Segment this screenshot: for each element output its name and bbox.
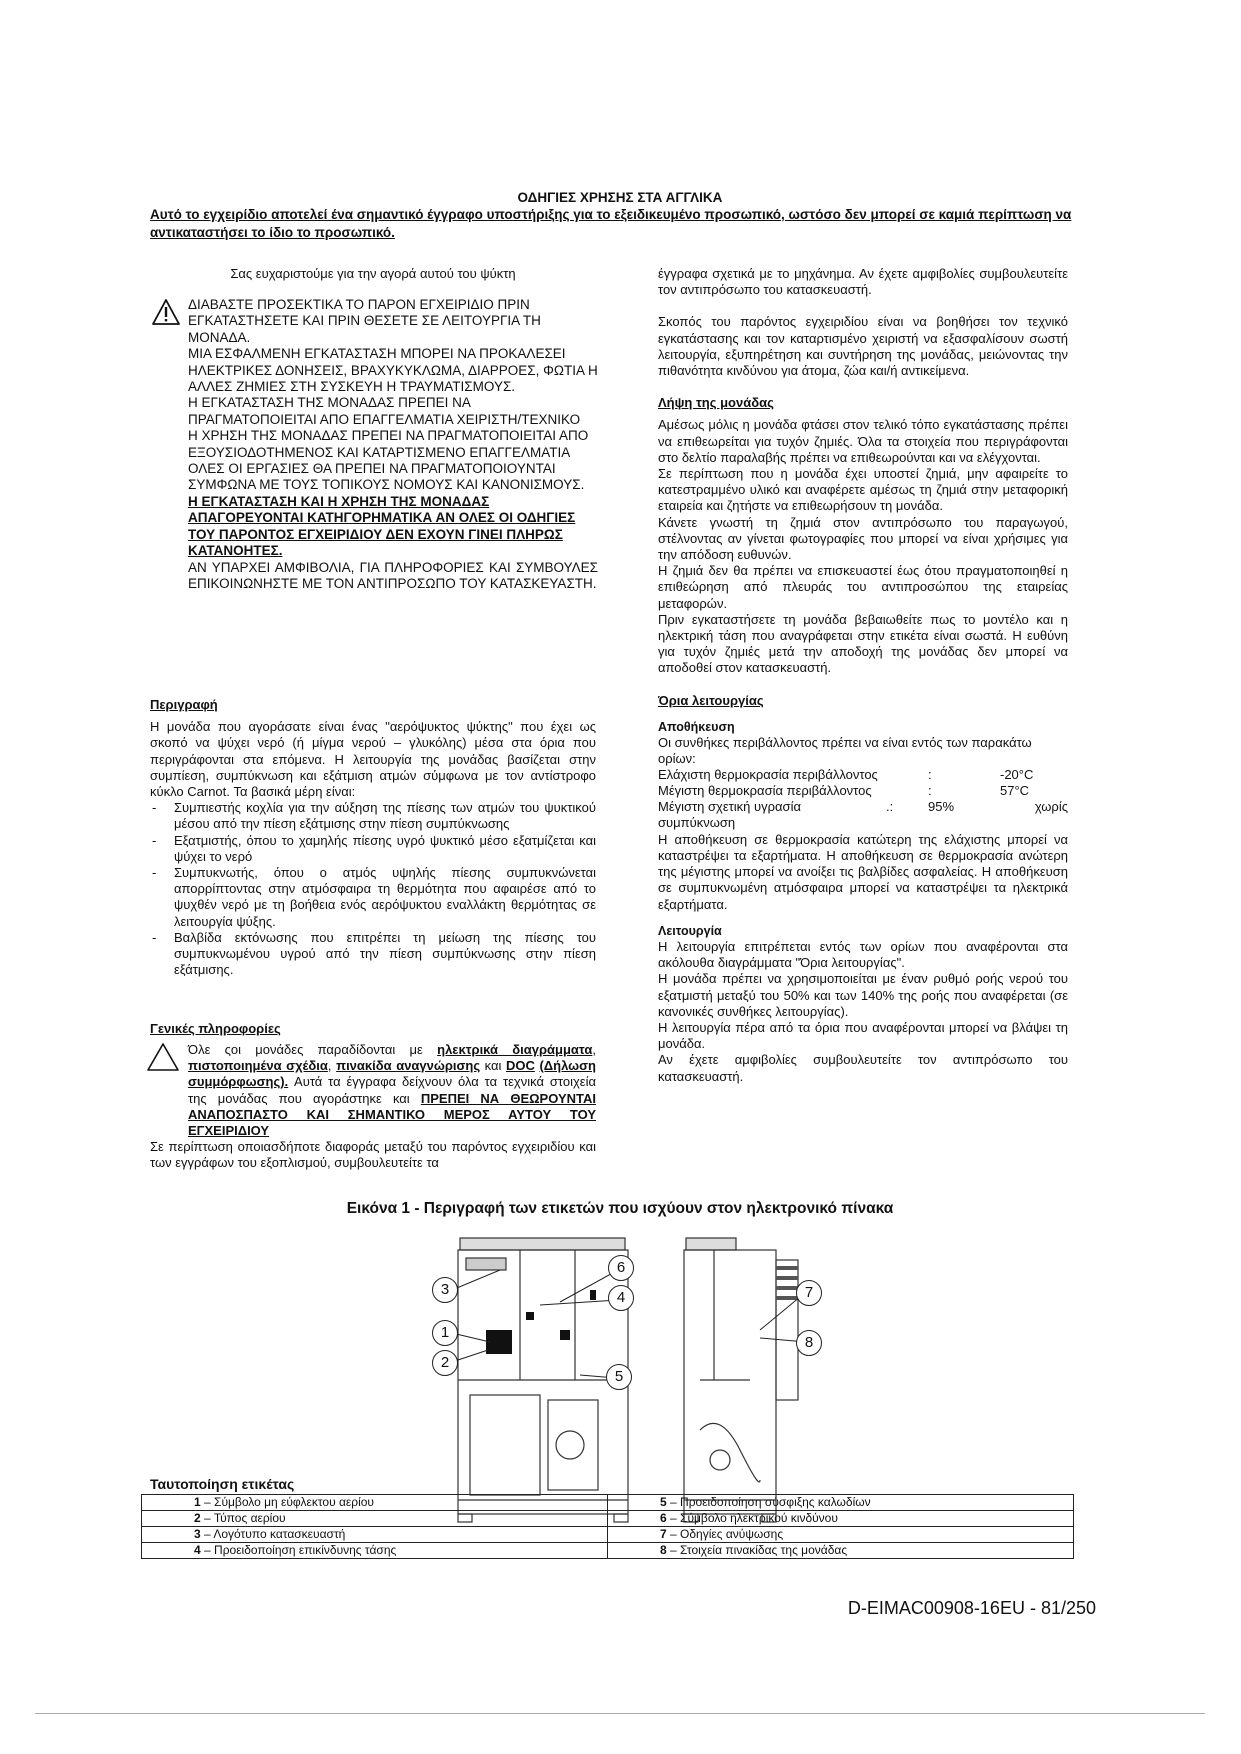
- integral-part-notice: ΠΡΕΠΕΙ ΝΑ ΘΕΩΡΟΥΝΤΑΙ ΑΝΑΠΟΣΠΑΣΤΟ ΚΑΙ ΣΗΜΑΝΤΙΚΟ ΜΕΡΟΣ ΑΥΤΟΥ ΤΟΥ ΕΓΧΕΙΡΙΔΙΟΥ: [188, 1090, 596, 1139]
- table-cell: 6 – Σύμβολο ηλεκτρικού κινδύνου: [608, 1511, 1074, 1527]
- humidity-row: Μέγιστη σχετική υγρασία .: 95% χωρίς: [658, 799, 1068, 815]
- operation-paragraph: Η μονάδα πρέπει να χρησιμοποιείται με έναν ρυθμό ροής νερού του εξατμιστή μεταξύ του 50% και των 140% της ροής που αναφέρεται (σε κανονικές συνθήκες λειτουργίας).: [658, 971, 1068, 1019]
- storage-paragraph: Η αποθήκευση σε θερμοκρασία κατώτερη της ελάχιστης μπορεί να καταστρέψει τα εξαρτήματα. Η αποθήκευση σε θερμοκρασία ανώτερη της μέγιστης μπορεί να ανοίξει τις βαλβίδες ασφαλείας. Η αποθήκευση σε συμπυκνωμένη ατμόσφαιρα μπορεί να καταστρέψει τα ηλεκτρικά εξαρτήματα.: [658, 831, 1068, 912]
- table-cell: 5 – Προειδοποίηση σύσφιξης καλωδίων: [608, 1495, 1074, 1511]
- link-electrical-diagrams: ηλεκτρικά διαγράμματα: [437, 1042, 593, 1057]
- table-cell: 2 – Τύπος αερίου: [142, 1511, 608, 1527]
- description-paragraph: Η μονάδα που αγοράσατε είναι ένας "αερόψυκτος ψύκτης" που έχει ως σκοπό να ψύχει νερό (ή μίγμα νερού – γλυκόλης) μέσα στα όρια που περιγράφονται στα επόμενα. Η λειτουργία της μονάδας βασίζεται στην συμπίεση, συμπύκνωση και εξάτμιση ατμών σύμφωνα με τον αντίστροφο κύκλο Carnot. Τα βασικά μέρη είναι:: [150, 719, 596, 800]
- caution-icon: [146, 1042, 180, 1072]
- figure-title: Εικόνα 1 - Περιγραφή των ετικετών που ισχύουν στον ηλεκτρονικό πίνακα: [346, 1200, 894, 1217]
- warning-prohibited: Η ΕΓΚΑΤΑΣΤΑΣΗ ΚΑΙ Η ΧΡΗΣΗ ΤΗΣ ΜΟΝΑΔΑΣ ΑΠΑΓΟΡΕΥΟΝΤΑΙ ΚΑΤΗΓΟΡΗΜΑΤΙΚΑ ΑΝ ΟΛΕΣ ΟΙ ΟΔΗΓΙΕΣ ΤΟΥ ΠΑΡΟΝΤΟΣ ΕΓΧΕΙΡΙΔΙΟΥ ΔΕΝ ΕΧΟΥΝ ΓΙΝΕΙ ΠΛΗΡΩΣ ΚΑΤΑΝΟΗΤΕΣ.: [188, 493, 576, 559]
- callout-1: 1: [432, 1320, 458, 1346]
- list-item: - Βαλβίδα εκτόνωσης που επιτρέπει τη μείωση της πίεσης του συμπυκνωμένου υγρού από την πίεση συμπύκνωσης στην πίεση εξάτμισης.: [150, 930, 596, 979]
- receiving-paragraph: Η ζημιά δεν θα πρέπει να επισκευαστεί έως ότου πραγματοποιηθεί η επιθεώρηση από πλευράς του αντιπροσώπου της εταιρείας μεταφορών.: [658, 563, 1068, 611]
- warning-install-professional: Η ΕΓΚΑΤΑΣΤΑΣΗ ΤΗΣ ΜΟΝΑΔΑΣ ΠΡΕΠΕΙ ΝΑ ΠΡΑΓΜΑΤΟΠΟΙΕΙΤΑΙ ΑΠΟ ΕΠΑΓΓΕΛΜΑΤΙΑ ΧΕΙΡΙΣΤΗ/ΤΕΧΝΙΚΟ: [188, 395, 581, 427]
- callout-8: 8: [796, 1330, 822, 1356]
- callout-2: 2: [432, 1350, 458, 1376]
- table-row: [142, 1511, 1074, 1527]
- general-info-tail: Σε περίπτωση οποιασδήποτε διαφοράς μεταξύ του παρόντος εγχειριδίου και των εγγράφων του εξοπλισμού, συμβουλευτείτε τα: [150, 1139, 596, 1171]
- thanks-line: Σας ευχαριστούμε για την αγορά αυτού του ψύκτη: [230, 266, 516, 281]
- table-cell: 8 – Στοιχεία πινακίδας της μονάδας: [608, 1543, 1074, 1559]
- receiving-paragraph: Κάνετε γνωστή τη ζημιά στον αντιπρόσωπο του παραγωγού, στέλνοντας αν γίνεται φωτογραφίες που μπορεί να είναι χρήσιμες για την απόδοση ευθυνών.: [658, 514, 1068, 563]
- warning-local-laws: ΟΛΕΣ ΟΙ ΕΡΓΑΣΙΕΣ ΘΑ ΠΡΕΠΕΙ ΝΑ ΠΡΑΓΜΑΤΟΠΟΙΟΥΝΤΑΙ ΣΥΜΦΩΝΑ ΜΕ ΤΟΥΣ ΤΟΠΙΚΟΥΣ ΝΟΜΟΥΣ ΚΑΙ ΚΑΝΟΝΙΣΜΟΥΣ.: [188, 461, 585, 493]
- safety-warning-block: [188, 297, 598, 592]
- table-row: [142, 1495, 1074, 1511]
- operation-paragraph: Η λειτουργία πέρα από τα όρια που αναφέρονται μπορεί να βλάψει τη μονάδα.: [658, 1019, 1068, 1052]
- humidity-value: 95%: [928, 799, 955, 815]
- link-nameplate: πινακίδα αναγνώρισης: [336, 1058, 481, 1074]
- callout-5: 5: [606, 1364, 632, 1390]
- warning-read-manual: ΔΙΑΒΑΣΤΕ ΠΡΟΣΕΚΤΙΚΑ ΤΟ ΠΑΡΟΝ ΕΓΧΕΙΡΙΔΙΟ ΠΡΙΝ ΕΓΚΑΤΑΣΤΗΣΕΤΕ ΚΑΙ ΠΡΙΝ ΘΕΣΕΤΕ ΣΕ ΛΕΙΤΟΥΡΓΙΑ ΤΗ ΜΟΝΑΔΑ.: [188, 297, 541, 345]
- receiving-paragraph: Αμέσως μόλις η μονάδα φτάσει στον τελικό τόπο εγκατάστασης πρέπει να επιθεωρείται για τυχόν ζημιές. Όλα τα στοιχεία που περιγράφονται στο δελτίο παραλαβής πρέπει να επιθεωρούνται και να ελέγχονται.: [658, 417, 1068, 465]
- operation-heading: Λειτουργία: [658, 923, 722, 938]
- callout-7: 7: [796, 1280, 822, 1306]
- bottom-divider: [35, 1713, 1205, 1714]
- document-reference: D-EIMAC00908-16EU - 81/250: [847, 1598, 1096, 1618]
- humidity-tail: συμπύκνωση: [658, 815, 736, 831]
- labels-table: [141, 1494, 1074, 1559]
- link-certified-drawings: πιστοποιημένα σχέδια: [188, 1058, 328, 1074]
- receiving-heading: Λήψη της μονάδας: [658, 395, 774, 411]
- continued-paragraph: έγγραφα σχετικά με το μηχάνημα. Αν έχετε αμφιβολίες συμβουλευτείτε τον αντιπρόσωπο του κατασκευαστή.: [658, 266, 1068, 298]
- description-heading: Περιγραφή: [150, 697, 218, 712]
- link-declaration: (Δήλωση συμμόρφωσης).: [188, 1058, 596, 1090]
- callout-leaders: [430, 1230, 860, 1410]
- callout-4: 4: [608, 1285, 634, 1311]
- warning-use-authorized: Η ΧΡΗΣΗ ΤΗΣ ΜΟΝΑΔΑΣ ΠΡΕΠΕΙ ΝΑ ΠΡΑΓΜΑΤΟΠΟΙΕΙΤΑΙ ΑΠΟ ΕΞΟΥΣΙΟΔΟΤΗΜΕΝΟΣ ΚΑΙ ΚΑΤΑΡΤΙΣΜΕΝΟ ΕΠΑΓΓΕΛΜΑΤΙΑ: [188, 428, 589, 460]
- table-row: [142, 1527, 1074, 1543]
- table-cell: 4 – Προειδοποίηση επικίνδυνης τάσης: [142, 1543, 608, 1559]
- right-column: [658, 266, 1068, 1085]
- min-temp-value: -20°C: [1000, 767, 1034, 783]
- storage-heading: Αποθήκευση: [658, 719, 735, 734]
- receiving-paragraph: Σε περίπτωση που η μονάδα έχει υποστεί ζημιά, μην αφαιρείτε το κατεστραμμένο υλικό και αναφέρετε αμέσως τη ζημιά στην μεταφορική εταιρεία και ζητήστε να επιθεωρήσουν τη μονάδα.: [658, 466, 1068, 514]
- callout-3: 3: [432, 1277, 458, 1303]
- operation-paragraph: Η λειτουργία επιτρέπεται εντός των ορίων που αναφέρονται στα ακόλουθα διαγράμματα "Όρια λειτουργίας".: [658, 938, 1068, 971]
- receiving-paragraph: Πριν εγκαταστήσετε τη μονάδα βεβαιωθείτε πως το μοντέλο και η ηλεκτρική τάση που αναγράφεται στην ετικέτα είναι σωστά. Η ευθύνη για τυχόν ζημιές μετά την αποδοχή της μονάδας δεν μπορεί να αποδοθεί στον κατασκευαστή.: [658, 611, 1068, 676]
- list-item: - Συμπιεστής κοχλία για την αύξηση της πίεσης των ατμών του ψυκτικού μέσου από την πίεση εξάτμισης στην πίεση συμπύκνωσης: [150, 800, 596, 832]
- general-info-paragraph: Όλε ςοι μονάδες παραδίδονται με ηλεκτρικά διαγράμματα, πιστοποιημένα σχέδια, πινακίδα αναγνώρισης και DOC (Δήλωση συμμόρφωσης). Αυτά τα έγγραφα δείχνουν όλα τα τεχνικά στοιχεία της μονάδας που αγοράστηκε και ΠΡΕΠΕΙ ΝΑ ΘΕΩΡΟΥΝΤΑΙ ΑΝΑΠΟΣΠΑΣΤΟ ΚΑΙ ΣΗΜΑΝΤΙΚΟ ΜΕΡΟΣ ΑΥΤΟΥ ΤΟΥ ΕΓΧΕΙΡΙΔΙΟΥ: [188, 1042, 596, 1139]
- min-temp-row: Ελάχιστη θερμοκρασία περιβάλλοντος : -20°C: [658, 767, 1034, 783]
- table-row: [142, 1543, 1074, 1559]
- list-item: - Συμπυκνωτής, όπου ο ατμός υψηλής πίεσης συμπυκνώνεται απορρίπτοντας στην ατμόσφαιρα τη θερμότητα που αφαιρέσε από το ψυχθέν νερό με τη βοήθεια ενός αερόψυκτου εναλλάκτη θερμότητας σε λειτουργία ψύξης.: [150, 865, 596, 930]
- labels-heading: Ταυτοποίηση ετικέτας: [150, 1476, 295, 1492]
- limits-heading: Όρια λειτουργίας: [658, 692, 764, 708]
- general-info-heading: Γενικές πληροφορίες: [150, 1021, 281, 1036]
- description-section: [150, 697, 596, 978]
- link-doc: DOC: [506, 1058, 535, 1074]
- table-cell: 1 – Σύμβολο μη εύφλεκτου αερίου: [142, 1495, 608, 1511]
- max-temp-value: 57°C: [1000, 783, 1030, 799]
- warning-contact: ΑΝ ΥΠΑΡΧΕΙ ΑΜΦΙΒΟΛΙΑ, ΓΙΑ ΠΛΗΡΟΦΟΡΙΕΣ ΚΑΙ ΣΥΜΒΟΥΛΕΣ ΕΠΙΚΟΙΝΩΝΗΣΤΕ ΜΕ ΤΟΝ ΑΝΤΙΠΡΟΣΩΠΟ ΤΟΥ ΚΑΤΑΣΚΕΥΑΣΤΗ.: [188, 559, 598, 591]
- table-cell: 3 – Λογότυπο κατασκευαστή: [142, 1527, 608, 1543]
- storage-intro: Οι συνθήκες περιβάλλοντος πρέπει να είναι εντός των παρακάτω ορίων:: [658, 735, 1032, 767]
- operation-paragraph: Αν έχετε αμφιβολίες συμβουλευτείτε τον αντιπρόσωπο του κατασκευαστή.: [658, 1052, 1068, 1084]
- max-temp-row: Μέγιστη θερμοκρασία περιβάλλοντος : 57°C: [658, 783, 1030, 799]
- list-item: - Εξατμιστής, όπου το χαμηλής πίεσης υγρό ψυκτικό μέσο εξατμίζεται και ψύχει το νερό: [150, 833, 596, 865]
- page-subtitle: Αυτό το εγχειρίδιο αποτελεί ένα σημαντικό έγγραφο υποστήριξης για το εξειδικευμένο προσωπικό, ωστόσο δεν μπορεί σε καμιά περίπτωση να αντικαταστήσει το ίδιο το προσωπικό.: [150, 207, 1072, 240]
- warning-icon: [151, 298, 181, 326]
- page-title: ΟΔΗΓΙΕΣ ΧΡΗΣΗΣ ΣΤΑ ΑΓΓΛΙΚΑ: [517, 190, 723, 205]
- warning-wrong-install: ΜΙΑ ΕΣΦΑΛΜΕΝΗ ΕΓΚΑΤΑΣΤΑΣΗ ΜΠΟΡΕΙ ΝΑ ΠΡΟΚΑΛΕΣΕΙ ΗΛΕΚΤΡΙΚΕΣ ΔΟΝΗΣΕΙΣ, ΒΡΑΧΥΚΥΚΛΩΜΑ, ΔΙΑΡΡΟΕΣ, ΦΩΤΙΑ Η ΑΛΛΕΣ ΖΗΜΙΕΣ ΣΤΗ ΣΥΣΚΕΥΗ Η ΤΡΑΥΜΑΤΙΣΜΟΥΣ.: [188, 346, 598, 395]
- purpose-paragraph: Σκοπός του παρόντος εγχειριδίου είναι να βοηθήσει τον τεχνικό εγκατάστασης και τον καταρτισμένο χειριστή να εξασφαλίσουν σωστή λειτουργία, εξυπηρέτηση και συντήρηση της μονάδας, μειώνοντας την πιθανότητα κινδύνου για άτομα, ζώα και/ή αντικείμενα.: [658, 314, 1068, 379]
- table-cell: 7 – Οδηγίες ανύψωσης: [608, 1527, 1074, 1543]
- callout-6: 6: [608, 1255, 634, 1281]
